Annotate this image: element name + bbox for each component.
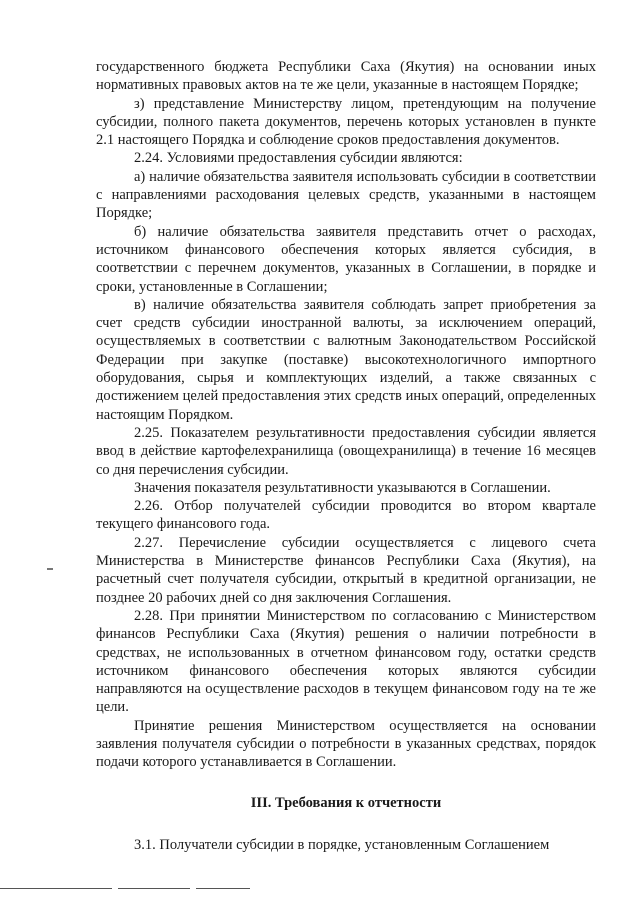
paragraph-item-a: а) наличие обязательства заявителя использовать субсидии в соответствии с направлениями расходования целевых средств, указанными в настоящем Порядке;	[96, 168, 596, 222]
document-page	[96, 58, 596, 854]
paragraph-3-1: 3.1. Получатели субсидии в порядке, установленным Соглашением	[134, 836, 550, 853]
paragraph-continuation: государственного бюджета Республики Саха (Якутия) на основании иных нормативных правовых актов на те же цели, указанные в настоящем Порядке;	[96, 59, 596, 94]
paragraph-2-25: 2.25. Показателем результативности предоставления субсидии является ввод в действие картофелехранилища (овощехранилища) в течение 16 месяцев со дня перечисления субсидии.	[96, 424, 596, 478]
scan-artifact-mark	[47, 568, 53, 570]
paragraph-item-z: з) представление Министерству лицом, претендующим на получение субсидии, полного пакета документов, перечень которых установлен в пункте 2.1 настоящего Порядка и соблюдение сроков предоставления документов.	[96, 95, 596, 149]
paragraph-2-24: 2.24. Условиями предоставления субсидии являются:	[134, 150, 463, 167]
bottom-scan-rule	[196, 888, 250, 889]
paragraph-decision: Принятие решения Министерством осуществляется на основании заявления получателя субсидии о потребности в указанных средствах, порядок подачи которого устанавливается в Соглашении.	[96, 717, 596, 771]
paragraph-2-27: 2.27. Перечисление субсидии осуществляется с лицевого счета Министерства в Министерстве финансов Республики Саха (Якутия), на расчетный счет получателя субсидии, открытый в кредитной организации, не позднее 20 рабочих дней со дня заключения Соглашения.	[96, 534, 596, 606]
paragraph-indicator-values: Значения показателя результативности указываются в Соглашении.	[134, 479, 551, 496]
paragraph-item-v: в) наличие обязательства заявителя соблюдать запрет приобретения за счет средств субсидии иностранной валюты, за исключением операций, осуществляемых в соответствии с валютным Законодательством Российской Федерации при закупке (поставке) высокотехнологичного импортного оборудования, сырья и комплектующих изделий, а также связанных с достижением целей предоставления этих средств иных операций, определенных настоящим Порядком.	[96, 296, 596, 423]
paragraph-2-26: 2.26. Отбор получателей субсидии проводится во втором квартале текущего финансового года.	[96, 498, 596, 533]
paragraph-item-b: б) наличие обязательства заявителя представить отчет о расходах, источником финансового обеспечения которых является субсидия, в соответствии с перечнем документов, указанных в Соглашении, в порядке и сроки, установленные в Соглашении;	[96, 223, 596, 295]
paragraph-2-28: 2.28. При принятии Министерством по согласованию с Министерством финансов Республики Саха (Якутия) решения о наличии потребности в средствах, не использованных в отчетном финансовом году, остатки средств источником финансового обеспечения которых являются субсидии направляются на осуществление расходов в текущем финансовом году на те же цели.	[96, 607, 596, 716]
section-heading: III. Требования к отчетности	[250, 794, 442, 811]
bottom-scan-rule	[118, 888, 190, 889]
bottom-scan-rule	[0, 888, 112, 889]
